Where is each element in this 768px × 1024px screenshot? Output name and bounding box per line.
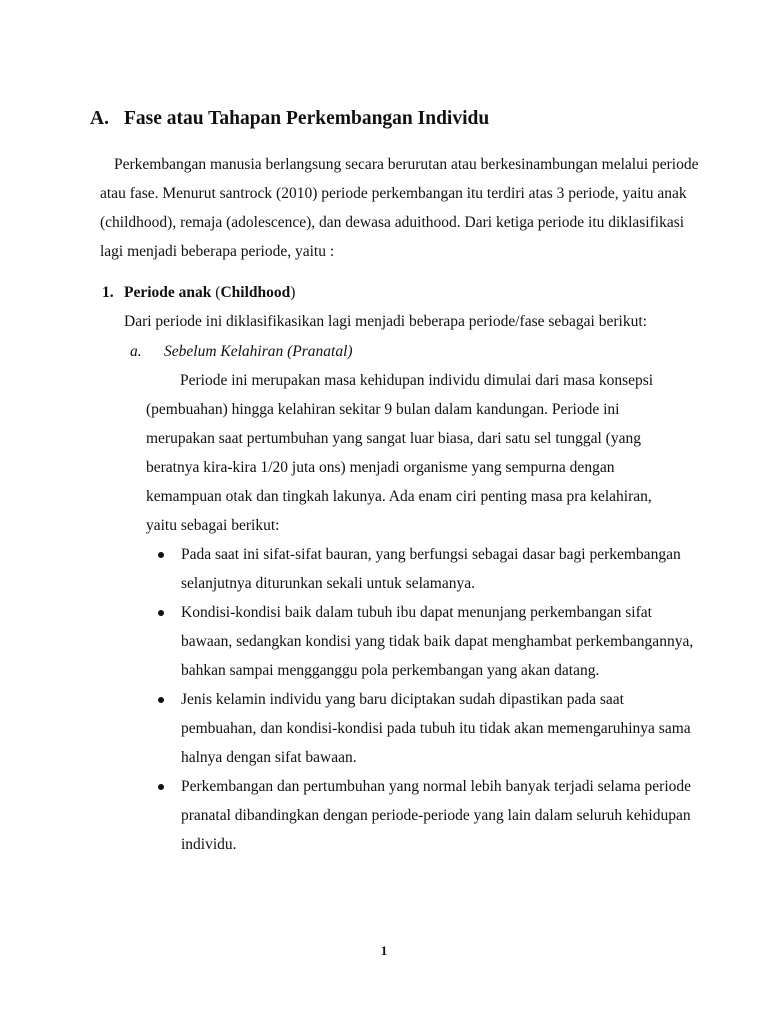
section-1-title-open: ( [211,284,221,301]
bullet-dot-icon [158,697,164,703]
subsection-a-paragraph: Periode ini merupakan masa kehidupan individu dimulai dari masa konsepsi (pembuahan) hingga kelahiran sekitar 9 bulan dalam kandungan. Periode ini merupakan saat pertumbuhan yang sangat luar biasa, dari satu sel tunggal (yang beratnya kira-kira 1/20 juta ons) menjadi organisme yang sempurna dengan kemampuan otak dan tingkah lakunya. Ada enam ciri penting masa pra kelahiran, yaitu sebagai berikut: [146,372,654,534]
section-1-title [102,281,702,305]
bullet-dot-icon [158,610,164,616]
list-item [156,772,696,859]
list-item [156,685,696,772]
subsection-a-title [130,339,730,365]
section-heading [90,106,710,132]
heading-letter: A. [90,108,109,129]
bullet-dot-icon [158,552,164,558]
section-1-title-english: Childhood [220,284,291,301]
bullet-dot-icon [158,784,164,790]
bullet-list [156,540,696,859]
list-item-text: Pada saat ini sifat-sifat bauran, yang berfungsi sebagai dasar bagi perkembangan selanjutnya diturunkan sekali untuk selamanya. [181,546,681,592]
subsection-a-letter: a. [130,343,142,360]
section-1-title-main: Periode anak [124,284,212,301]
list-item-text: Kondisi-kondisi baik dalam tubuh ibu dapat menunjang perkembangan sifat bawaan, sedangkan kondisi yang tidak baik dapat menghambat perkembangannya, bahkan sampai mengganggu pola perkembangan yang akan datang. [181,604,694,679]
intro-paragraph: Perkembangan manusia berlangsung secara berurutan atau berkesinambungan melalui periode atau fase. Menurut santrock (2010) periode perkembangan itu terdiri atas 3 periode, yaitu anak (childhood), remaja (adolescence), dan dewasa aduithood. Dari ketiga periode itu diklasifikasi lagi menjadi beberapa periode, yaitu : [100,156,699,260]
section-1-title-close: ) [290,284,296,301]
list-item [156,598,696,685]
section-1-number: 1. [102,284,114,301]
section-1-description: Dari periode ini diklasifikasikan lagi menjadi beberapa periode/fase sebagai berikut: [124,313,647,330]
subsection-a-title-text: Sebelum Kelahiran (Pranatal) [164,343,353,360]
heading-title: Fase atau Tahapan Perkembangan Individu [124,108,490,129]
page-number: 1 [380,943,388,958]
list-item-text: Jenis kelamin individu yang baru diciptakan sudah dipastikan pada saat pembuahan, dan kondisi-kondisi pada tubuh itu tidak akan memengaruhinya sama halnya dengan sifat bawaan. [181,691,691,766]
list-item-text: Perkembangan dan pertumbuhan yang normal lebih banyak terjadi selama periode pranatal dibandingkan dengan periode-periode yang lain dalam seluruh kehidupan individu. [181,778,692,853]
list-item [156,540,696,598]
